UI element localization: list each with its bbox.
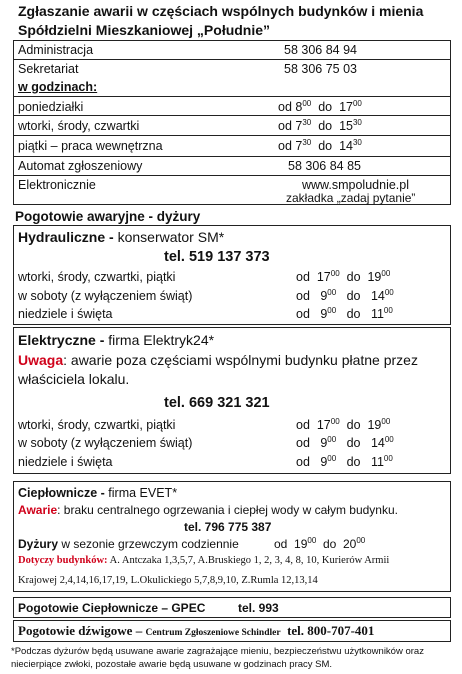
elektryka-time: od $9^{00}$ do $11^{00}$ bbox=[296, 454, 393, 469]
elektryka-uwaga-line2: właściciela lokalu. bbox=[18, 371, 130, 387]
hydraulika-box bbox=[13, 225, 451, 325]
hours-row bbox=[14, 116, 450, 136]
sekretariat-phone: 58 306 75 03 bbox=[284, 62, 357, 76]
hours-days: wtorki, środy, czwartki bbox=[18, 119, 140, 133]
dotyczy-line2: Krajowej 2,4,14,16,17,19, L.Okulickiego 5,7,8,9,10, Z.Rumla 12,13,14 bbox=[18, 575, 318, 586]
hydraulika-days: wtorki, środy, czwartki, piątki bbox=[18, 270, 176, 284]
row-administracja bbox=[14, 41, 450, 60]
elektryka-title: Elektryczne - firma Elektryk24* bbox=[18, 332, 215, 348]
cieplownicze-dyzury: Dyżury w sezonie grzewczym codziennie bbox=[18, 537, 239, 551]
dotyczy-label: Dotyczy budynków: bbox=[18, 555, 108, 566]
row-elektronicznie bbox=[14, 176, 450, 205]
hours-row bbox=[14, 136, 450, 156]
hydraulika-time: od $9^{00}$ do $14^{00}$ bbox=[296, 288, 394, 303]
footnote bbox=[11, 645, 456, 671]
hydraulika-days: niedziele i święta bbox=[18, 307, 113, 321]
elektryka-time: od $17^{00}$ do $19^{00}$ bbox=[296, 417, 391, 432]
cieplownicze-time: od $19^{00}$ do $20^{00}$ bbox=[274, 536, 366, 551]
hydraulika-days: w soboty (z wyłączeniem świąt) bbox=[18, 289, 193, 303]
gpec-box bbox=[13, 597, 451, 618]
hydraulika-time: od $17^{00}$ do $19^{00}$ bbox=[296, 269, 391, 284]
cieplownicze-box bbox=[13, 481, 451, 592]
footnote-line-2: niecierpiące zwłoki, pozostałe awarie będą usuwane w godzinach pracy SM. bbox=[11, 659, 333, 670]
hours-time: od $8^{00}$ do $17^{00}$ bbox=[278, 99, 362, 114]
cieplownicze-awarie: Awarie: braku centralnego ogrzewania i ciepłej wody w całym budynku. bbox=[18, 503, 398, 517]
zakladka-text: zakładka „zadaj pytanie” bbox=[286, 191, 416, 205]
hours-days: poniedziałki bbox=[18, 100, 84, 114]
hours-time: od $7^{30}$ do $14^{30}$ bbox=[278, 138, 362, 153]
hours-days: piątki – praca wewnętrzna bbox=[18, 139, 163, 153]
footnote-line-1: *Podczas dyżurów będą usuwane awarie zagrażające mieniu, bezpieczeństwu użytkowników oraz bbox=[11, 646, 424, 657]
administracja-phone: 58 306 84 94 bbox=[284, 43, 357, 57]
hydraulika-title: Hydrauliczne - konserwator SM* bbox=[18, 229, 225, 245]
administracja-label: Administracja bbox=[18, 43, 94, 57]
page-title bbox=[18, 2, 448, 40]
row-automat bbox=[14, 157, 450, 176]
dzwigowe-label: Pogotowie dźwigowe – Centrum Zgłoszeniowe Schindler tel. 800-707-401 bbox=[18, 623, 375, 638]
hours-row bbox=[14, 96, 450, 116]
sekretariat-label: Sekretariat bbox=[18, 62, 79, 76]
gpec-phone: tel. 993 bbox=[238, 601, 279, 615]
dzwigowe-box bbox=[13, 620, 451, 642]
dzwigowe-centrum: Centrum Zgłoszeniowe Schindler bbox=[145, 628, 281, 638]
pogotowie-heading: Pogotowie awaryjne - dyżury bbox=[15, 209, 201, 224]
row-hours bbox=[14, 60, 450, 157]
awarie-label: Awarie bbox=[18, 503, 58, 517]
elektryka-time: od $9^{00}$ do $14^{00}$ bbox=[296, 435, 394, 450]
uwaga-label: Uwaga bbox=[18, 352, 64, 368]
elektryka-phone: tel. 669 321 321 bbox=[164, 395, 270, 411]
elektryka-uwaga-line1: Uwaga: awarie poza częściami wspólnymi budynku płatne przez bbox=[18, 352, 418, 368]
elektryka-days: w soboty (z wyłączeniem świąt) bbox=[18, 436, 193, 450]
dotyczy-line1: Dotyczy budynków: A. Antczaka 1,3,5,7, A.Bruskiego 1, 2, 3, 4, 8, 10, Kurierów Armii bbox=[18, 555, 390, 566]
automat-phone: 58 306 84 85 bbox=[288, 159, 361, 173]
dzwigowe-phone: tel. 800-707-401 bbox=[287, 623, 375, 638]
hydraulika-time: od $9^{00}$ do $11^{00}$ bbox=[296, 306, 393, 321]
elektryka-days: wtorki, środy, czwartki, piątki bbox=[18, 418, 176, 432]
website-link[interactable]: www.smpoludnie.pl bbox=[302, 178, 409, 192]
title-line-2: Spółdzielni Mieszkaniowej „Południe” bbox=[18, 22, 271, 38]
elektryka-box bbox=[13, 327, 451, 474]
cieplownicze-title: Ciepłownicze - firma EVET* bbox=[18, 486, 178, 500]
hours-time: od $7^{30}$ do $15^{30}$ bbox=[278, 118, 362, 133]
hours-heading: w godzinach: bbox=[18, 80, 98, 94]
title-line-1: Zgłaszanie awarii w częściach wspólnych budynków i mienia bbox=[18, 3, 424, 19]
contacts-table bbox=[13, 40, 451, 205]
automat-label: Automat zgłoszeniowy bbox=[18, 159, 143, 173]
cieplownicze-phone: tel. 796 775 387 bbox=[184, 520, 272, 534]
elektryka-days: niedziele i święta bbox=[18, 455, 113, 469]
elektronicznie-label: Elektronicznie bbox=[18, 178, 96, 192]
gpec-label: Pogotowie Ciepłownicze – GPEC bbox=[18, 601, 206, 615]
hydraulika-phone: tel. 519 137 373 bbox=[164, 249, 270, 265]
